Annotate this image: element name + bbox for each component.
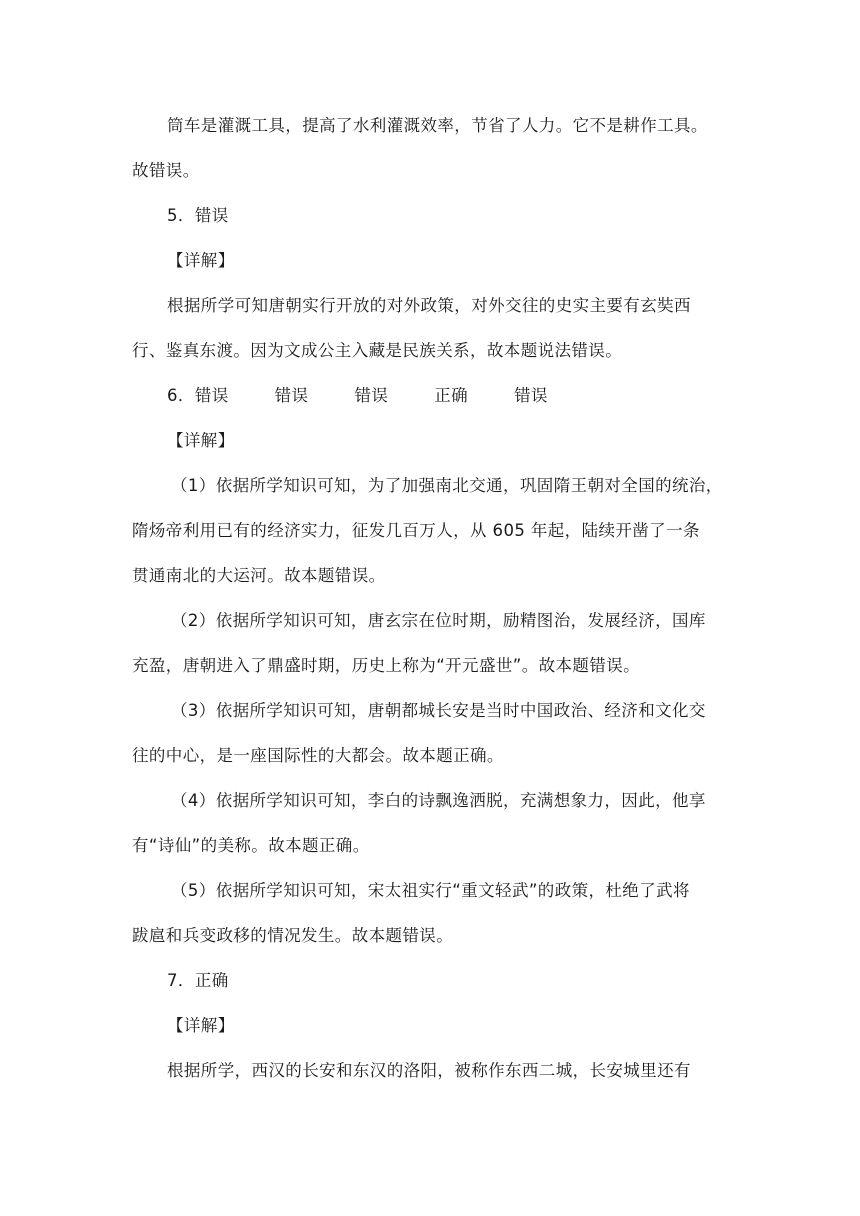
q7-answer-line bbox=[167, 973, 229, 990]
q6-part1-line-2: 隋炀帝利用已有的经济实力，征发几百万人，从 605 年起，陆续开凿了一条 bbox=[132, 521, 700, 540]
q5-answer: 错误 bbox=[194, 206, 229, 225]
q6-part4-line-1: （4）依据所学知识可知，李白的诗飘逸洒脱，充满想象力，因此，他享 bbox=[171, 791, 706, 810]
q6-answer-4: 正确 bbox=[434, 386, 469, 405]
q7-answer: 正确 bbox=[194, 971, 229, 990]
q6-part3-line-2: 往的中心，是一座国际性的大都会。故本题正确。 bbox=[132, 746, 504, 765]
q6-answer-3: 错误 bbox=[354, 386, 389, 405]
q6-part1-line-3: 贯通南北的大运河。故本题错误。 bbox=[132, 566, 386, 585]
q6-part4-line-2: 有“诗仙”的美称。故本题正确。 bbox=[132, 836, 370, 855]
q6-part2-line-1: （2）依据所学知识可知，唐玄宗在位时期，励精图治，发展经济，国库 bbox=[171, 611, 706, 630]
q4-explanation-line-2: 故错误。 bbox=[132, 161, 200, 180]
q6-answer-1: 错误 bbox=[194, 386, 229, 405]
q5-explanation-line-2: 行、鉴真东渡。因为文成公主入藏是民族关系，故本题说法错误。 bbox=[132, 341, 623, 360]
q6-answer-5: 错误 bbox=[514, 386, 548, 405]
q7-explanation-line-1: 根据所学，西汉的长安和东汉的洛阳，被称作东西二城，长安城里还有 bbox=[167, 1061, 691, 1080]
q6-part2-line-2: 充盈，唐朝进入了鼎盛时期，历史上称为“开元盛世”。故本题错误。 bbox=[132, 656, 640, 675]
q6-part5-line-2: 跋扈和兵变政移的情况发生。故本题错误。 bbox=[132, 926, 454, 945]
q7-detail-label: 【详解】 bbox=[167, 1016, 235, 1035]
q6-number: 6． bbox=[167, 386, 195, 405]
q5-answer-line bbox=[167, 208, 229, 225]
q6-detail-label: 【详解】 bbox=[167, 431, 235, 450]
q6-part1-line-1: （1）依据所学知识可知，为了加强南北交通，巩固隋王朝对全国的统治， bbox=[171, 476, 723, 495]
q6-part5-line-1: （5）依据所学知识可知，宋太祖实行“重文轻武”的政策，杜绝了武将 bbox=[171, 881, 690, 900]
q5-detail-label: 【详解】 bbox=[167, 251, 235, 270]
q6-answer-line bbox=[167, 388, 548, 405]
q5-number: 5． bbox=[167, 206, 195, 225]
q4-explanation-line-1: 筒车是灌溉工具，提高了水利灌溉效率，节省了人力。它不是耕作工具。 bbox=[167, 116, 708, 135]
q7-number: 7． bbox=[167, 971, 195, 990]
q6-part3-line-1: （3）依据所学知识可知，唐朝都城长安是当时中国政治、经济和文化交 bbox=[171, 701, 706, 720]
q6-answer-2: 错误 bbox=[274, 386, 309, 405]
q5-explanation-line-1: 根据所学可知唐朝实行开放的对外政策，对外交往的史实主要有玄奘西 bbox=[167, 296, 691, 315]
